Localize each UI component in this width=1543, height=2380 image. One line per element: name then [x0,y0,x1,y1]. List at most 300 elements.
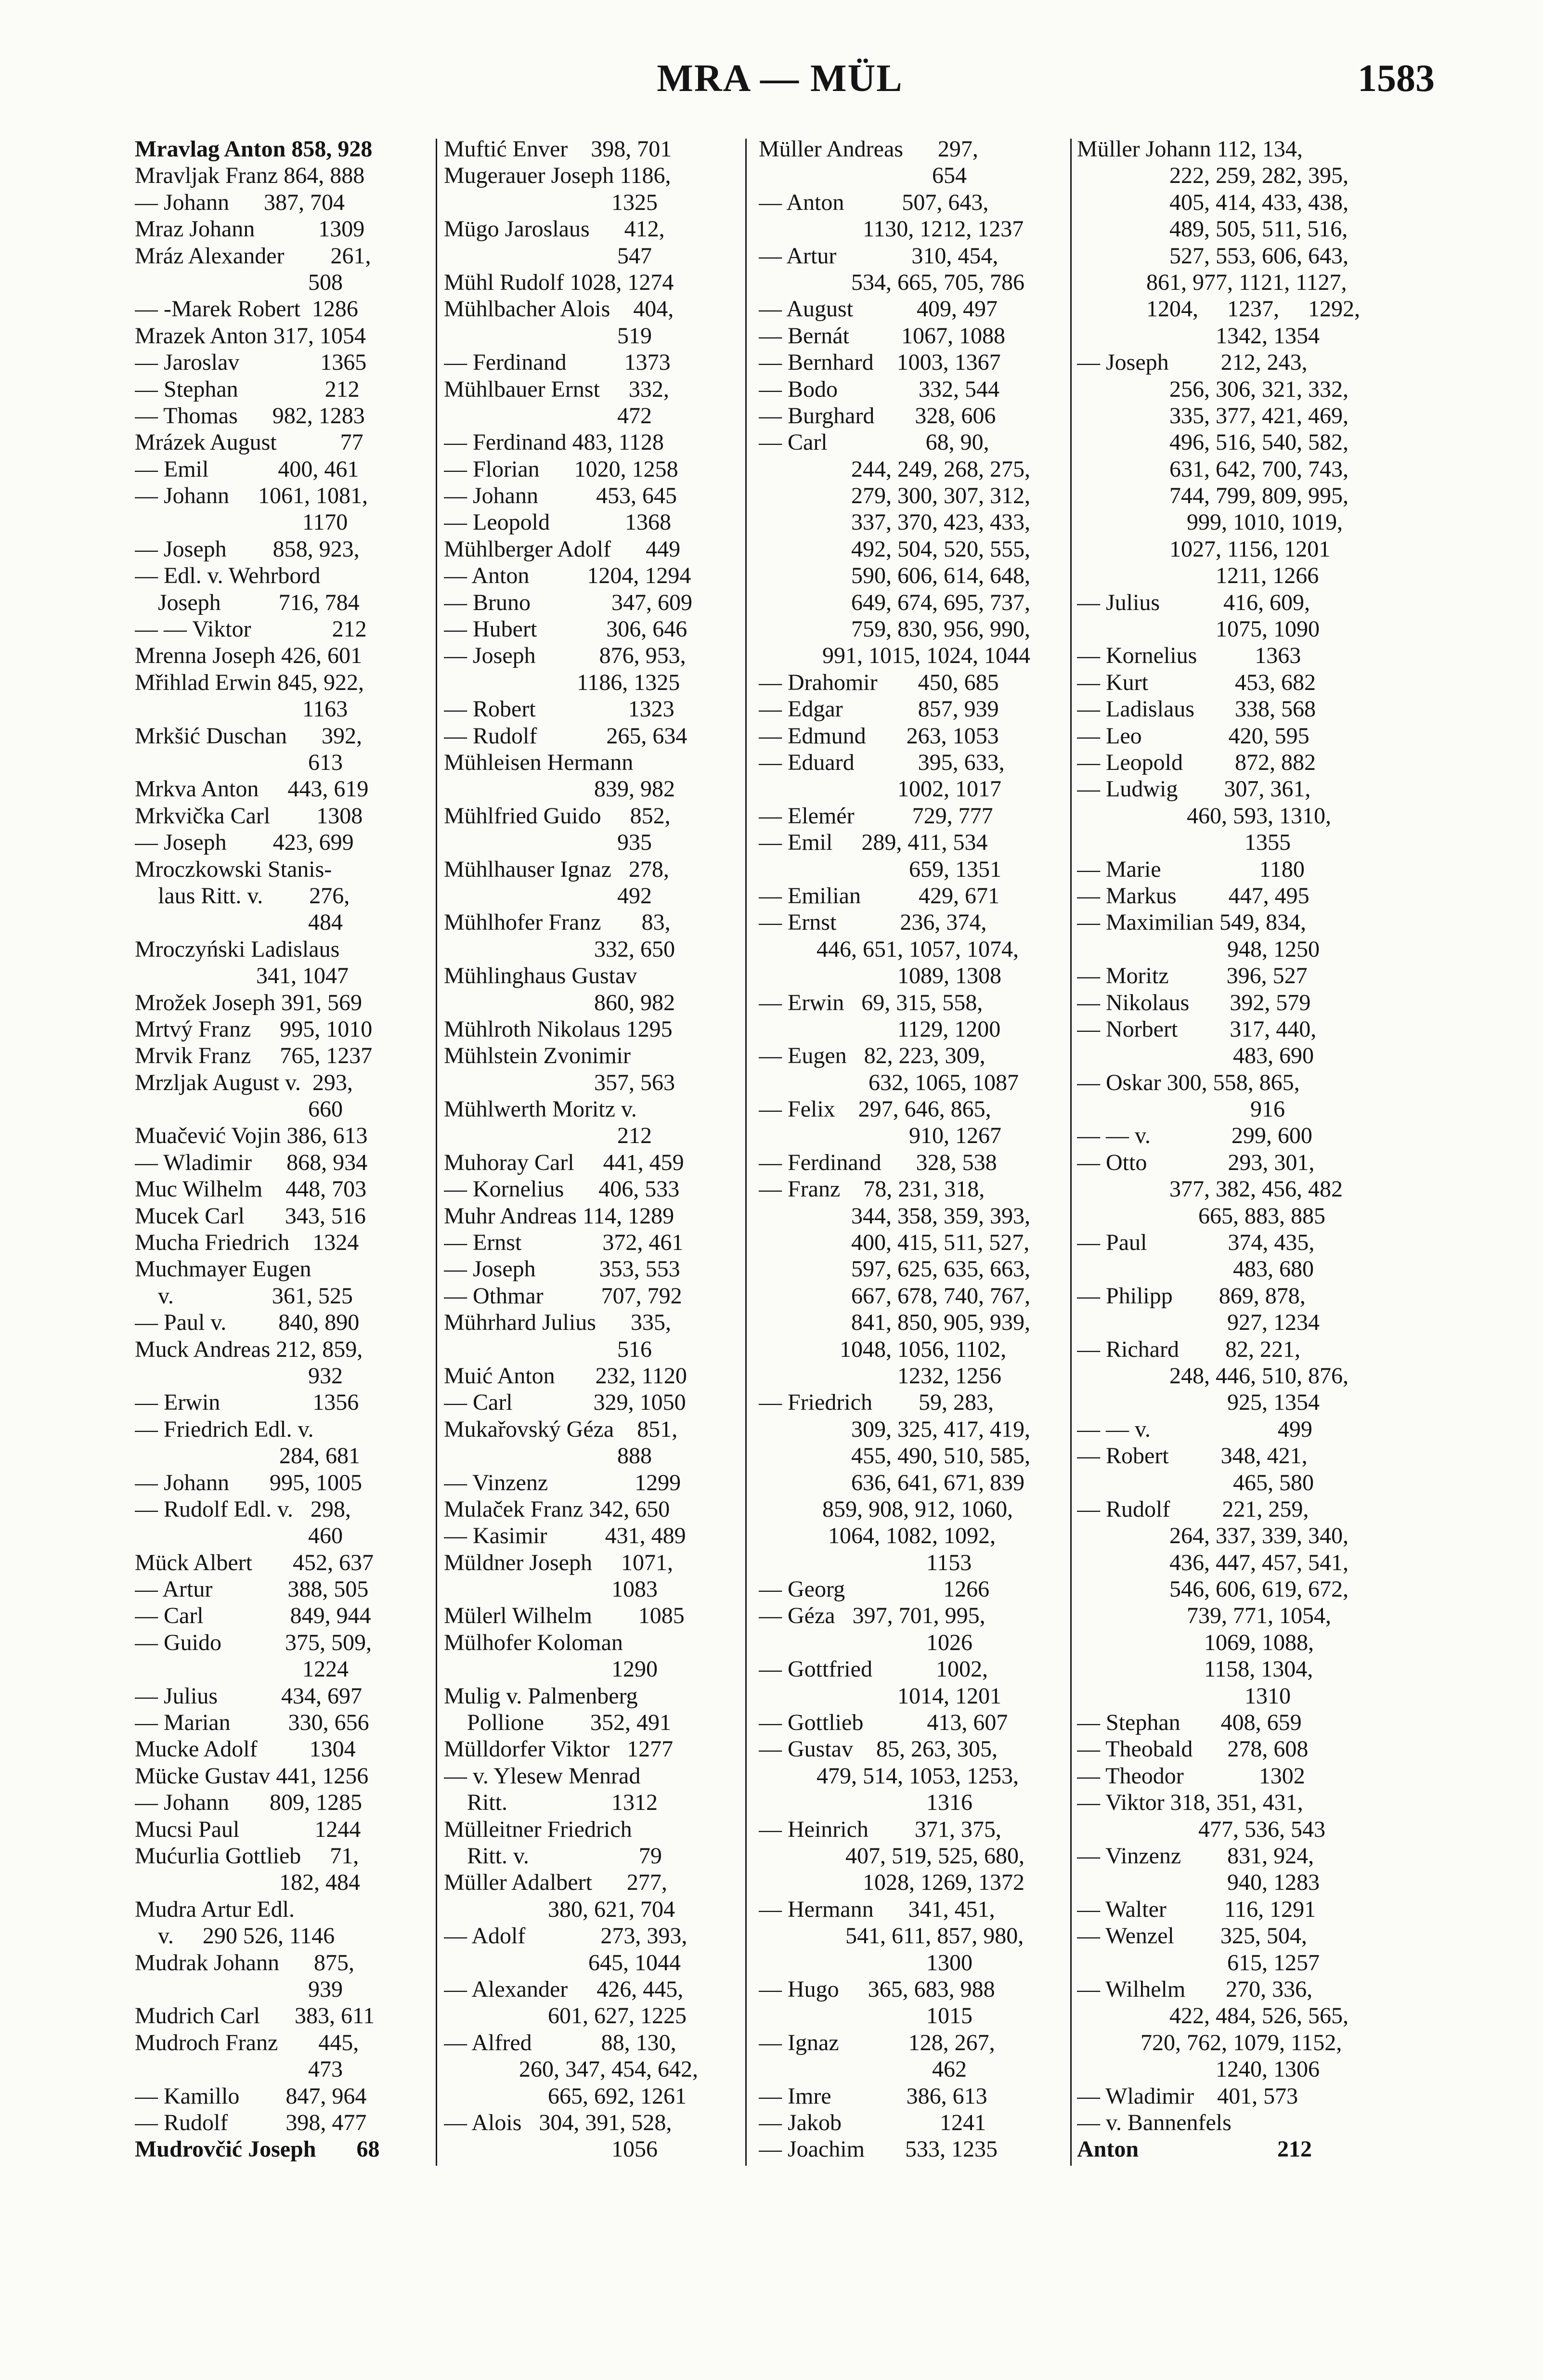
column-divider [1070,139,1072,2166]
index-entry-line: 1014, 1201 [759,1683,1001,1709]
index-entry-line: 739, 771, 1054, [1077,1603,1331,1629]
index-entry-line: 759, 830, 956, 990, [759,616,1030,642]
index-entry-line: — Emil 400, 461 [135,456,359,482]
index-entry-line: 335, 377, 421, 469, [1077,403,1349,429]
index-entry-line: 925, 1354 [1077,1390,1320,1416]
index-entry-line: Mrkšić Duschan 392, [135,723,362,749]
index-entry-line: v. 290 526, 1146 [135,1923,335,1949]
index-entry-line: — Othmar 707, 792 [444,1283,682,1309]
index-entry-line: 932 [135,1363,343,1389]
index-entry-line: Mřihlad Erwin 845, 922, [135,669,364,695]
index-entry-line: — Richard 82, 221, [1077,1336,1300,1362]
index-entry-line: — Joseph 858, 923, [135,536,360,562]
index-entry-line: 460 [135,1523,343,1549]
index-entry-line: 182, 484 [135,1870,360,1896]
index-entry-line: Mücke Gustav 441, 1256 [135,1763,369,1789]
index-entry-line: 377, 382, 456, 482 [1077,1176,1343,1202]
index-entry-line: 519 [444,323,652,349]
index-entry-line: — Géza 397, 701, 995, [759,1603,985,1629]
index-entry-line: — Bernát 1067, 1088 [759,323,1005,349]
index-entry-line: Muić Anton 232, 1120 [444,1363,687,1389]
index-entry-line: Mrázek August 77 [135,429,363,455]
index-entry-line: — Heinrich 371, 375, [759,1816,1001,1842]
index-entry-line: 935 [444,830,652,856]
index-entry-line: Mroczkowski Stanis- [135,856,332,882]
index-entry-line: — -Marek Robert 1286 [135,296,358,322]
index-entry-line: Ritt. v. 79 [444,1843,662,1869]
index-entry-line: — Leopold 1368 [444,509,671,535]
index-entry-line: 460, 593, 1310, [1077,803,1331,829]
index-entry-line: Muhoray Carl 441, 459 [444,1149,684,1175]
index-entry-line: Mugerauer Joseph 1186, [444,163,671,189]
index-entry-line: Mraz Johann 1309 [135,216,365,242]
index-entry-line: 927, 1234 [1077,1310,1320,1336]
index-entry-line: 859, 908, 912, 1060, [759,1496,1013,1522]
index-entry-line: Mrkvička Carl 1308 [135,803,363,829]
index-entry-line: 645, 1044 [444,1950,681,1976]
index-entry-line: 483, 690 [1077,1043,1314,1069]
index-entry-line: — v. Ylesew Menrad [444,1763,641,1789]
index-entry-line: 472 [444,403,652,429]
index-entry-line: 380, 621, 704 [444,1896,675,1922]
index-entry-line: — Johann 453, 645 [444,483,677,509]
index-entry-line: — Franz 78, 231, 318, [759,1176,985,1202]
index-entry-line: — Leo 420, 595 [1077,723,1310,749]
index-entry-line: 260, 347, 454, 642, [444,2056,698,2082]
index-entry-line: — Drahomir 450, 685 [759,669,999,695]
index-entry-line: — Carl 849, 944 [135,1603,371,1629]
index-entry-line: 665, 883, 885 [1077,1203,1325,1229]
index-entry-line: Mügo Jaroslaus 412, [444,216,665,242]
index-entry-line: — Bruno 347, 609 [444,589,692,615]
index-entry-line: — Ignaz 128, 267, [759,2029,995,2055]
index-entry-line: v. 361, 525 [135,1283,353,1309]
index-entry-line: Mucek Carl 343, 516 [135,1203,366,1229]
index-entry-line: 1300 [759,1950,972,1976]
index-entry-line: — Guido 375, 509, [135,1629,372,1655]
index-entry-line: 222, 259, 282, 395, [1077,163,1349,189]
index-entry-line: — Artur 310, 454, [759,243,998,269]
index-entry-line: 720, 762, 1079, 1152, [1077,2029,1342,2055]
index-entry-line: Mühleisen Hermann [444,749,634,775]
index-entry-line: — Elemér 729, 777 [759,803,993,829]
index-entry-line: Mravljak Franz 864, 888 [135,163,365,189]
index-entry-line: — Johann 1061, 1081, [135,483,368,509]
index-entry-line: 256, 306, 321, 332, [1077,376,1349,402]
index-entry-line: — Jakob 1241 [759,2109,986,2135]
index-entry-line: — Eduard 395, 633, [759,749,1005,775]
index-entry-line: Mück Albert 452, 637 [135,1549,374,1575]
index-entry-line: 1026 [759,1629,972,1655]
index-entry-line: 667, 678, 740, 767, [759,1283,1030,1309]
index-entry-line: — Imre 386, 613 [759,2083,987,2109]
index-entry-line: — August 409, 497 [759,296,998,322]
index-entry-line: — Emilian 429, 671 [759,883,999,909]
index-entry-line: 991, 1015, 1024, 1044 [759,643,1030,669]
index-entry-line: — Edl. v. Wehrbord [135,563,321,589]
index-entry-line: 660 [135,1096,343,1122]
index-entry-line: 665, 692, 1261 [444,2083,687,2109]
index-entry-line: Mudrovčić Joseph 68 [135,2136,380,2162]
page-header-title: MRA — MÜL [657,57,903,100]
index-entry-line: — Wilhelm 270, 336, [1077,1976,1313,2002]
index-entry-line: 1186, 1325 [444,669,680,695]
index-entry-line: — Alfred 88, 130, [444,2029,676,2055]
index-entry-line: — Moritz 396, 527 [1077,963,1308,989]
index-entry-line: 527, 553, 606, 643, [1077,243,1349,269]
index-entry-line: — Ferdinand 483, 1128 [444,429,664,455]
index-entry-line: — Friedrich Edl. v. [135,1416,314,1442]
index-entry-line: 516 [444,1336,652,1362]
index-entry-line: — Adolf 273, 393, [444,1923,687,1949]
index-entry-line: — Joseph 353, 553 [444,1256,680,1282]
index-entry-line: Mrzljak August v. 293, [135,1069,353,1095]
index-entry-line: — Rudolf 265, 634 [444,723,687,749]
index-entry-line: 861, 977, 1121, 1127, [1077,269,1347,295]
index-entry-line: — Kasimir 431, 489 [444,1523,686,1549]
index-entry-line: — Bodo 332, 544 [759,376,1000,402]
index-entry-line: Anton 212 [1077,2136,1312,2162]
index-entry-line: — Alexander 426, 445, [444,1976,684,2002]
index-entry-line: Müller Adalbert 277, [444,1870,667,1896]
index-entry-line: — Jaroslav 1365 [135,350,367,376]
index-entry-line: 910, 1267 [759,1123,1001,1149]
index-column-1 [135,136,433,2163]
index-entry-line: — Wladimir 401, 573 [1077,2083,1298,2109]
index-entry-line: 1075, 1090 [1077,616,1320,642]
index-entry-line: 332, 650 [444,936,675,962]
index-entry-line: — Artur 388, 505 [135,1576,369,1602]
index-entry-line: 264, 337, 339, 340, [1077,1523,1349,1549]
index-entry-line: — Kurt 453, 682 [1077,669,1316,695]
index-entry-line: — Bernhard 1003, 1367 [759,350,1001,376]
index-entry-line: — Kornelius 406, 533 [444,1176,680,1202]
index-entry-line: — Johann 809, 1285 [135,1790,362,1816]
index-entry-line: — Ludwig 307, 361, [1077,776,1311,802]
index-entry-line: Mulig v. Palmenberg [444,1683,638,1709]
index-entry-line: Muck Andreas 212, 859, [135,1336,363,1362]
index-entry-line: Mrtvý Franz 995, 1010 [135,1016,373,1042]
index-entry-line: Mülleitner Friedrich [444,1816,632,1842]
index-entry-line: Mudrak Johann 875, [135,1950,354,1976]
index-entry-line: Mühlhauser Ignaz 278, [444,856,669,882]
index-entry-line: 916 [1077,1096,1285,1122]
index-entry-line: — Edmund 263, 1053 [759,723,999,749]
index-entry-line: — Ferdinand 1373 [444,350,671,376]
index-entry-line: — v. Bannenfels [1077,2109,1232,2135]
index-entry-line: 455, 490, 510, 585, [759,1443,1030,1469]
index-entry-line: — Leopold 872, 882 [1077,749,1316,775]
index-entry-line: — Wenzel 325, 504, [1077,1923,1307,1949]
index-entry-line: 400, 415, 511, 527, [759,1230,1030,1256]
index-entry-line: 1224 [135,1656,349,1682]
index-entry-line: Mühl Rudolf 1028, 1274 [444,269,674,295]
index-entry-line: 357, 563 [444,1069,675,1095]
index-entry-line: 473 [135,2056,343,2082]
index-entry-line: 244, 249, 268, 275, [759,456,1030,482]
index-entry-line: — Wladimir 868, 934 [135,1149,368,1175]
index-entry-line: Mühlstein Zvonimir [444,1043,631,1069]
index-entry-line: Mühlfried Guido 852, [444,803,671,829]
index-entry-line: 613 [135,749,343,775]
index-entry-line: Mrkva Anton 443, 619 [135,776,369,802]
index-entry-line: 541, 611, 857, 980, [759,1923,1024,1949]
index-entry-line: — Philipp 869, 878, [1077,1283,1306,1309]
index-entry-line: Mühlbacher Alois 404, [444,296,674,322]
index-entry-line: — Friedrich 59, 283, [759,1390,994,1416]
index-entry-line: — Florian 1020, 1258 [444,456,678,482]
index-entry-line: Mućurlia Gottlieb 71, [135,1843,359,1869]
index-entry-line: 248, 446, 510, 876, [1077,1363,1349,1389]
index-entry-line: 948, 1250 [1077,936,1320,962]
index-entry-line: 1153 [759,1549,972,1575]
index-entry-line: 508 [135,269,343,295]
index-entry-line: — Rudolf 398, 477 [135,2109,367,2135]
index-entry-line: 939 [135,1976,343,2002]
index-entry-line: Mühlinghaus Gustav [444,963,637,989]
index-entry-line: 534, 665, 705, 786 [759,269,1024,295]
index-entry-line: 744, 799, 809, 995, [1077,483,1349,509]
index-entry-line: — Nikolaus 392, 579 [1077,989,1311,1015]
index-entry-line: — Paul 374, 435, [1077,1230,1315,1256]
index-entry-line: — Walter 116, 1291 [1077,1896,1316,1922]
column-divider [436,139,437,2166]
index-entry-line: 484 [135,910,343,936]
index-entry-line: — Norbert 317, 440, [1077,1016,1317,1042]
index-entry-line: — Julius 416, 609, [1077,589,1310,615]
index-entry-line: — Carl 68, 90, [759,429,989,455]
index-entry-line: 1027, 1156, 1201 [1077,536,1331,562]
index-entry-line: 1069, 1088, [1077,1629,1314,1655]
index-entry-line: — Rudolf 221, 259, [1077,1496,1309,1522]
index-entry-line: 546, 606, 619, 672, [1077,1576,1349,1602]
index-entry-line: Mülldorfer Viktor 1277 [444,1736,674,1762]
index-entry-line: 1028, 1269, 1372 [759,1870,1024,1896]
index-entry-line: 407, 519, 525, 680, [759,1843,1024,1869]
index-entry-line: Mrenna Joseph 426, 601 [135,643,362,669]
index-entry-line: 446, 651, 1057, 1074, [759,936,1019,962]
index-entry-line: 1002, 1017 [759,776,1001,802]
index-entry-line: 1232, 1256 [759,1363,1001,1389]
index-entry-line: Muačević Vojin 386, 613 [135,1123,368,1149]
index-entry-line: 860, 982 [444,989,675,1015]
index-entry-line: Mukařovský Géza 851, [444,1416,678,1442]
index-entry-line: 547 [444,243,652,269]
index-entry-line: — Johann 995, 1005 [135,1470,362,1496]
index-entry-line: 1355 [1077,830,1291,856]
index-entry-line: 1316 [759,1790,972,1816]
index-entry-line: 1158, 1304, [1077,1656,1313,1682]
index-entry-line: — Gottfried 1002, [759,1656,988,1682]
index-entry-line: — Marian 330, 656 [135,1710,369,1736]
index-entry-line: — Paul v. 840, 890 [135,1310,360,1336]
index-entry-line: — Joseph 876, 953, [444,643,686,669]
index-entry-line: — Viktor 318, 351, 431, [1077,1790,1303,1816]
index-entry-line: 1204, 1237, 1292, [1077,296,1360,322]
index-entry-line: 1083 [444,1576,658,1602]
index-entry-line: Mudrich Carl 383, 611 [135,2003,375,2029]
index-entry-line: Mucha Friedrich 1324 [135,1230,359,1256]
index-entry-line: Mudroch Franz 445, [135,2029,359,2055]
index-entry-line: — Kornelius 1363 [1077,643,1301,669]
index-entry-line: 940, 1283 [1077,1870,1320,1896]
index-entry-line: — Ernst 372, 461 [444,1230,684,1256]
index-entry-line: 590, 606, 614, 648, [759,563,1030,589]
index-entry-line: 492 [444,883,652,909]
index-entry-line: Mülhofer Koloman [444,1629,623,1655]
index-entry-line: 1310 [1077,1683,1291,1709]
index-entry-line: Mühlhofer Franz 83, [444,910,671,936]
index-entry-line: 496, 516, 540, 582, [1077,429,1349,455]
index-entry-line: 1129, 1200 [759,1016,1001,1042]
index-entry-line: 636, 641, 671, 839 [759,1470,1024,1496]
index-entry-line: — Oskar 300, 558, 865, [1077,1069,1300,1095]
index-entry-line: 309, 325, 417, 419, [759,1416,1030,1442]
index-entry-line: Mrazek Anton 317, 1054 [135,323,366,349]
index-entry-line: — Robert 1323 [444,696,674,722]
index-column-3 [759,136,1067,2163]
index-entry-line: 341, 1047 [135,963,349,989]
index-entry-line: Mrvik Franz 765, 1237 [135,1043,373,1069]
index-entry-line: — Marie 1180 [1077,856,1305,882]
index-entry-line: — Gottlieb 413, 607 [759,1710,1008,1736]
index-entry-line: 1325 [444,189,658,215]
index-entry-line: 841, 850, 905, 939, [759,1310,1030,1336]
index-entry-line: 344, 358, 359, 393, [759,1203,1030,1229]
index-entry-line: — Erwin 1356 [135,1390,359,1416]
index-entry-line: Muc Wilhelm 448, 703 [135,1176,367,1202]
index-entry-line: — Julius 434, 697 [135,1683,363,1709]
index-entry-line: Pollione 352, 491 [444,1710,672,1736]
index-entry-line: 631, 642, 700, 743, [1077,456,1349,482]
index-entry-line: 479, 514, 1053, 1253, [759,1763,1019,1789]
index-entry-line: — Anton 1204, 1294 [444,563,691,589]
index-entry-line: 1048, 1056, 1102, [759,1336,1007,1362]
index-entry-line: 1170 [135,509,348,535]
index-column-2 [444,136,742,2163]
index-entry-line: Muchmayer Eugen [135,1256,311,1282]
index-entry-line: 1015 [759,2003,972,2029]
index-column-4 [1077,136,1385,2163]
index-entry-line: — Burghard 328, 606 [759,403,996,429]
index-entry-line: 1163 [135,696,348,722]
index-entry-line: 405, 414, 433, 438, [1077,189,1349,215]
index-entry-line: — Hugo 365, 683, 988 [759,1976,995,2002]
index-entry-line: — Erwin 69, 315, 558, [759,989,983,1015]
index-entry-line: laus Ritt. v. 276, [135,883,350,909]
index-entry-line: Müldner Joseph 1071, [444,1549,673,1575]
index-entry-line: — Anton 507, 643, [759,189,989,215]
index-entry-line: — — Viktor 212 [135,616,367,642]
index-entry-line: 597, 625, 635, 663, [759,1256,1030,1282]
index-entry-line: Mührhard Julius 335, [444,1310,671,1336]
index-entry-line: Ritt. 1312 [444,1790,658,1816]
index-entry-line: 999, 1010, 1019, [1077,509,1343,535]
index-entry-line: — Ferdinand 328, 538 [759,1149,997,1175]
index-entry-line: Mulaček Franz 342, 650 [444,1496,670,1522]
index-entry-line: — Stephan 408, 659 [1077,1710,1302,1736]
index-entry-line: Mucsi Paul 1244 [135,1816,361,1842]
index-entry-line: 477, 536, 543 [1077,1816,1325,1842]
index-entry-line: Joseph 716, 784 [135,589,360,615]
index-entry-line: 888 [444,1443,652,1469]
index-entry-line: Mülerl Wilhelm 1085 [444,1603,685,1629]
index-entry-line: 1290 [444,1656,658,1682]
index-entry-line: Mühlroth Nikolaus 1295 [444,1016,673,1042]
index-entry-line: Mühlbauer Ernst 332, [444,376,669,402]
index-entry-line: — Rudolf Edl. v. 298, [135,1496,351,1522]
index-entry-line: — Joseph 212, 243, [1077,350,1308,376]
index-entry-line: — Johann 387, 704 [135,189,345,215]
index-entry-line: 1056 [444,2136,658,2162]
index-entry-line: 649, 674, 695, 737, [759,589,1030,615]
index-entry-line: Mroczyński Ladislaus [135,936,340,962]
index-entry-line: — Alois 304, 391, 528, [444,2109,672,2135]
index-entry-line: 1342, 1354 [1077,323,1320,349]
index-entry-line: — Kamillo 847, 964 [135,2083,367,2109]
index-entry-line: — — v. 299, 600 [1077,1123,1312,1149]
index-entry-line: — Joseph 423, 699 [135,830,354,856]
index-entry-line: — Ernst 236, 374, [759,910,987,936]
index-entry-line: 462 [759,2056,967,2082]
index-entry-line: — Felix 297, 646, 865, [759,1096,991,1122]
index-entry-line: — Ladislaus 338, 568 [1077,696,1316,722]
index-entry-line: 659, 1351 [759,856,1001,882]
index-entry-line: 1130, 1212, 1237 [759,216,1024,242]
index-entry-line: — Vinzenz 831, 924, [1077,1843,1314,1869]
page-number: 1583 [1358,57,1435,100]
index-entry-line: — Robert 348, 421, [1077,1443,1308,1469]
index-entry-line: 839, 982 [444,776,675,802]
index-entry-line: — Eugen 82, 223, 309, [759,1043,985,1069]
index-entry-line: 489, 505, 511, 516, [1077,216,1348,242]
index-entry-line: Müller Johann 112, 134, [1077,136,1303,162]
index-entry-line: — Edgar 857, 939 [759,696,999,722]
index-entry-line: Mrožek Joseph 391, 569 [135,989,362,1015]
index-entry-line: 1064, 1082, 1092, [759,1523,996,1549]
index-entry-line: Mühlberger Adolf 449 [444,536,681,562]
index-entry-line: — Maximilian 549, 834, [1077,910,1306,936]
index-entry-line: 284, 681 [135,1443,360,1469]
index-entry-line: Mudra Artur Edl. [135,1896,295,1922]
index-entry-line: — Theodor 1302 [1077,1763,1305,1789]
index-entry-line: Müller Andreas 297, [759,136,978,162]
index-entry-line: — Emil 289, 411, 534 [759,830,988,856]
index-entry-line: 632, 1065, 1087 [759,1069,1019,1095]
index-entry-line: 422, 484, 526, 565, [1077,2003,1349,2029]
index-entry-line: 436, 447, 457, 541, [1077,1549,1349,1575]
index-entry-line: Mucke Adolf 1304 [135,1736,356,1762]
index-entry-line: — Otto 293, 301, [1077,1149,1315,1175]
index-entry-line: 337, 370, 423, 433, [759,509,1030,535]
index-entry-line: 212 [444,1123,652,1149]
index-entry-line: — Joachim 533, 1235 [759,2136,998,2162]
index-entry-line: 1240, 1306 [1077,2056,1320,2082]
index-entry-line: — Georg 1266 [759,1576,990,1602]
index-entry-line: 1211, 1266 [1077,563,1319,589]
index-entry-line: 615, 1257 [1077,1950,1320,1976]
index-entry-line: 465, 580 [1077,1470,1314,1496]
index-entry-line: 279, 300, 307, 312, [759,483,1030,509]
index-entry-line: — Markus 447, 495 [1077,883,1310,909]
index-entry-line: — — v. 499 [1077,1416,1312,1442]
index-entry-line: 492, 504, 520, 555, [759,536,1030,562]
index-entry-line: 654 [759,163,967,189]
index-entry-line: — Hermann 341, 451, [759,1896,995,1922]
index-entry-line: 483, 680 [1077,1256,1314,1282]
index-entry-line: — Gustav 85, 263, 305, [759,1736,998,1762]
index-entry-line: — Carl 329, 1050 [444,1390,686,1416]
